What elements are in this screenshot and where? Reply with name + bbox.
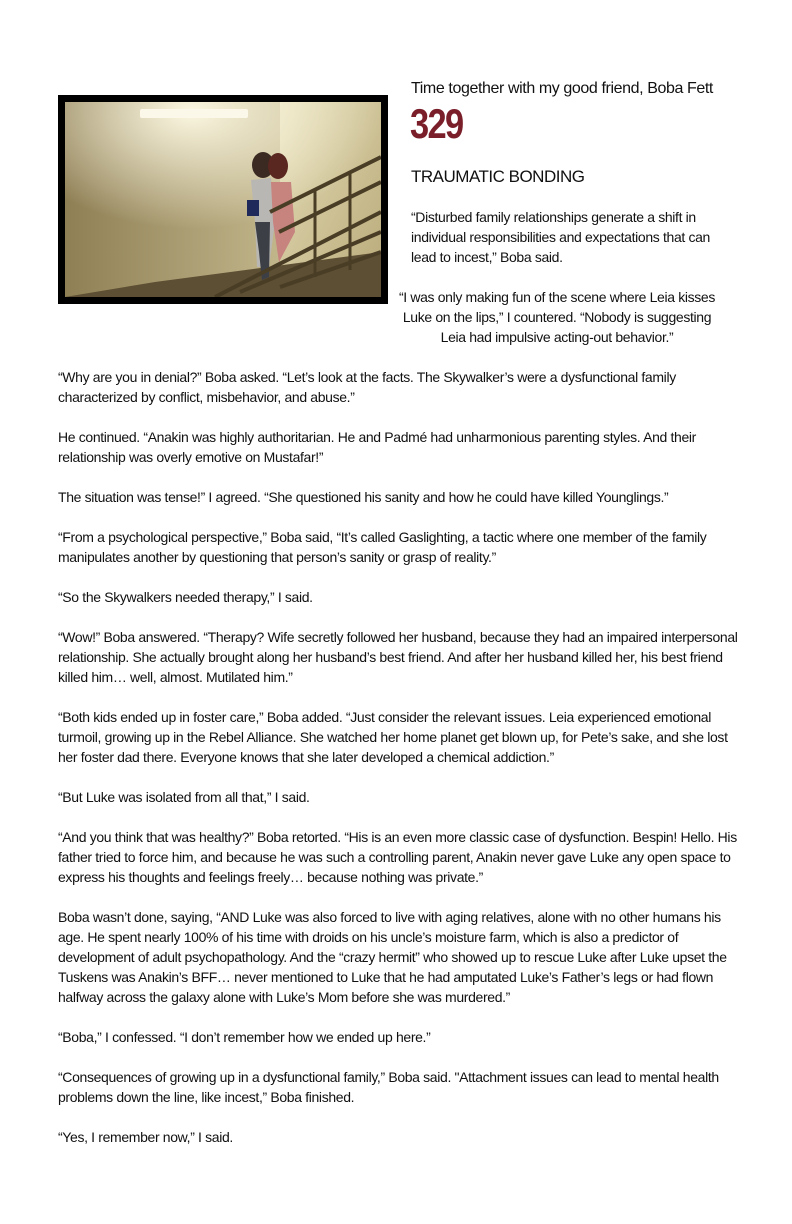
- paragraph: “Both kids ended up in foster care,” Boba added. “Just consider the relevant issues. Leia experienced emotional turmoil, growing up in the Rebel Alliance. She watched her home planet get blown up, for Pete’s sake, and she lost her foster dad there. Everyone knows that she later developed a chemical addiction.”: [58, 709, 728, 765]
- side-paragraph: “I was only making fun of the scene where Leia kisses Luke on the lips,” I countered. “Nobody is suggesting Leia had impulsive acting-out behavior.”: [398, 289, 716, 345]
- paragraph: “From a psychological perspective,” Boba said, “It’s called Gaslighting, a tactic where one member of the family manipulates another by questioning that person’s sanity or grasp of reality.”: [58, 529, 707, 565]
- paragraph: “Why are you in denial?” Boba asked. “Let’s look at the facts. The Skywalker’s were a dysfunctional family characterized by conflict, misbehavior, and abuse.”: [58, 369, 676, 405]
- stairwell-photo: [58, 95, 388, 304]
- paragraph: The situation was tense!” I agreed. “She questioned his sanity and how he could have killed Younglings.”: [58, 489, 669, 505]
- side-paragraph: “Disturbed family relationships generate a shift in individual responsibilities and expectations that can lead to incest,” Boba said.: [411, 209, 710, 265]
- episode-number: 329: [410, 100, 463, 147]
- paragraph: “So the Skywalkers needed therapy,” I said.: [58, 589, 313, 605]
- paragraph: He continued. “Anakin was highly authoritarian. He and Padmé had unharmonious parenting styles. And their relationship was overly emotive on Mustafar!”: [58, 429, 696, 465]
- stairwell-photo-image: [65, 102, 381, 297]
- series-title: Time together with my good friend, Boba Fett: [411, 80, 713, 97]
- chapter-title: TRAUMATIC BONDING: [411, 167, 585, 186]
- paragraph: “But Luke was isolated from all that,” I said.: [58, 789, 310, 805]
- story-body: [58, 367, 738, 1167]
- paragraph: “Boba,” I confessed. “I don’t remember how we ended up here.”: [58, 1029, 431, 1045]
- paragraph: “Yes, I remember now,” I said.: [58, 1129, 233, 1145]
- paragraph: “Wow!” Boba answered. “Therapy? Wife secretly followed her husband, because they had an impaired interpersonal relationship. She actually brought along her husband’s best friend. And after her husband killed her, his best friend killed him… well, almost. Mutilated him.”: [58, 629, 738, 685]
- paragraph: Boba wasn’t done, saying, “AND Luke was also forced to live with aging relatives, alone with no other humans his age. He spent nearly 100% of his time with droids on his uncle’s moisture farm, which is also a predictor of development of adult psychopathology. And the “crazy hermit” who showed up to rescue Luke after Luke upset the Tuskens was Anakin’s BFF… never mentioned to Luke that he had amputated Luke’s Father’s legs or had flown halfway across the galaxy alone with Luke’s Mom before she was murdered.”: [58, 909, 727, 1005]
- paragraph: “And you think that was healthy?” Boba retorted. “His is an even more classic case of dysfunction. Bespin! Hello. His father tried to force him, and because he was such a controlling parent, Anakin never gave Luke any open space to express his thoughts and feelings freely… because nothing was private.”: [58, 829, 737, 885]
- paragraph: “Consequences of growing up in a dysfunctional family,” Boba said. "Attachment issues can lead to mental health problems down the line, like incest,” Boba finished.: [58, 1069, 719, 1105]
